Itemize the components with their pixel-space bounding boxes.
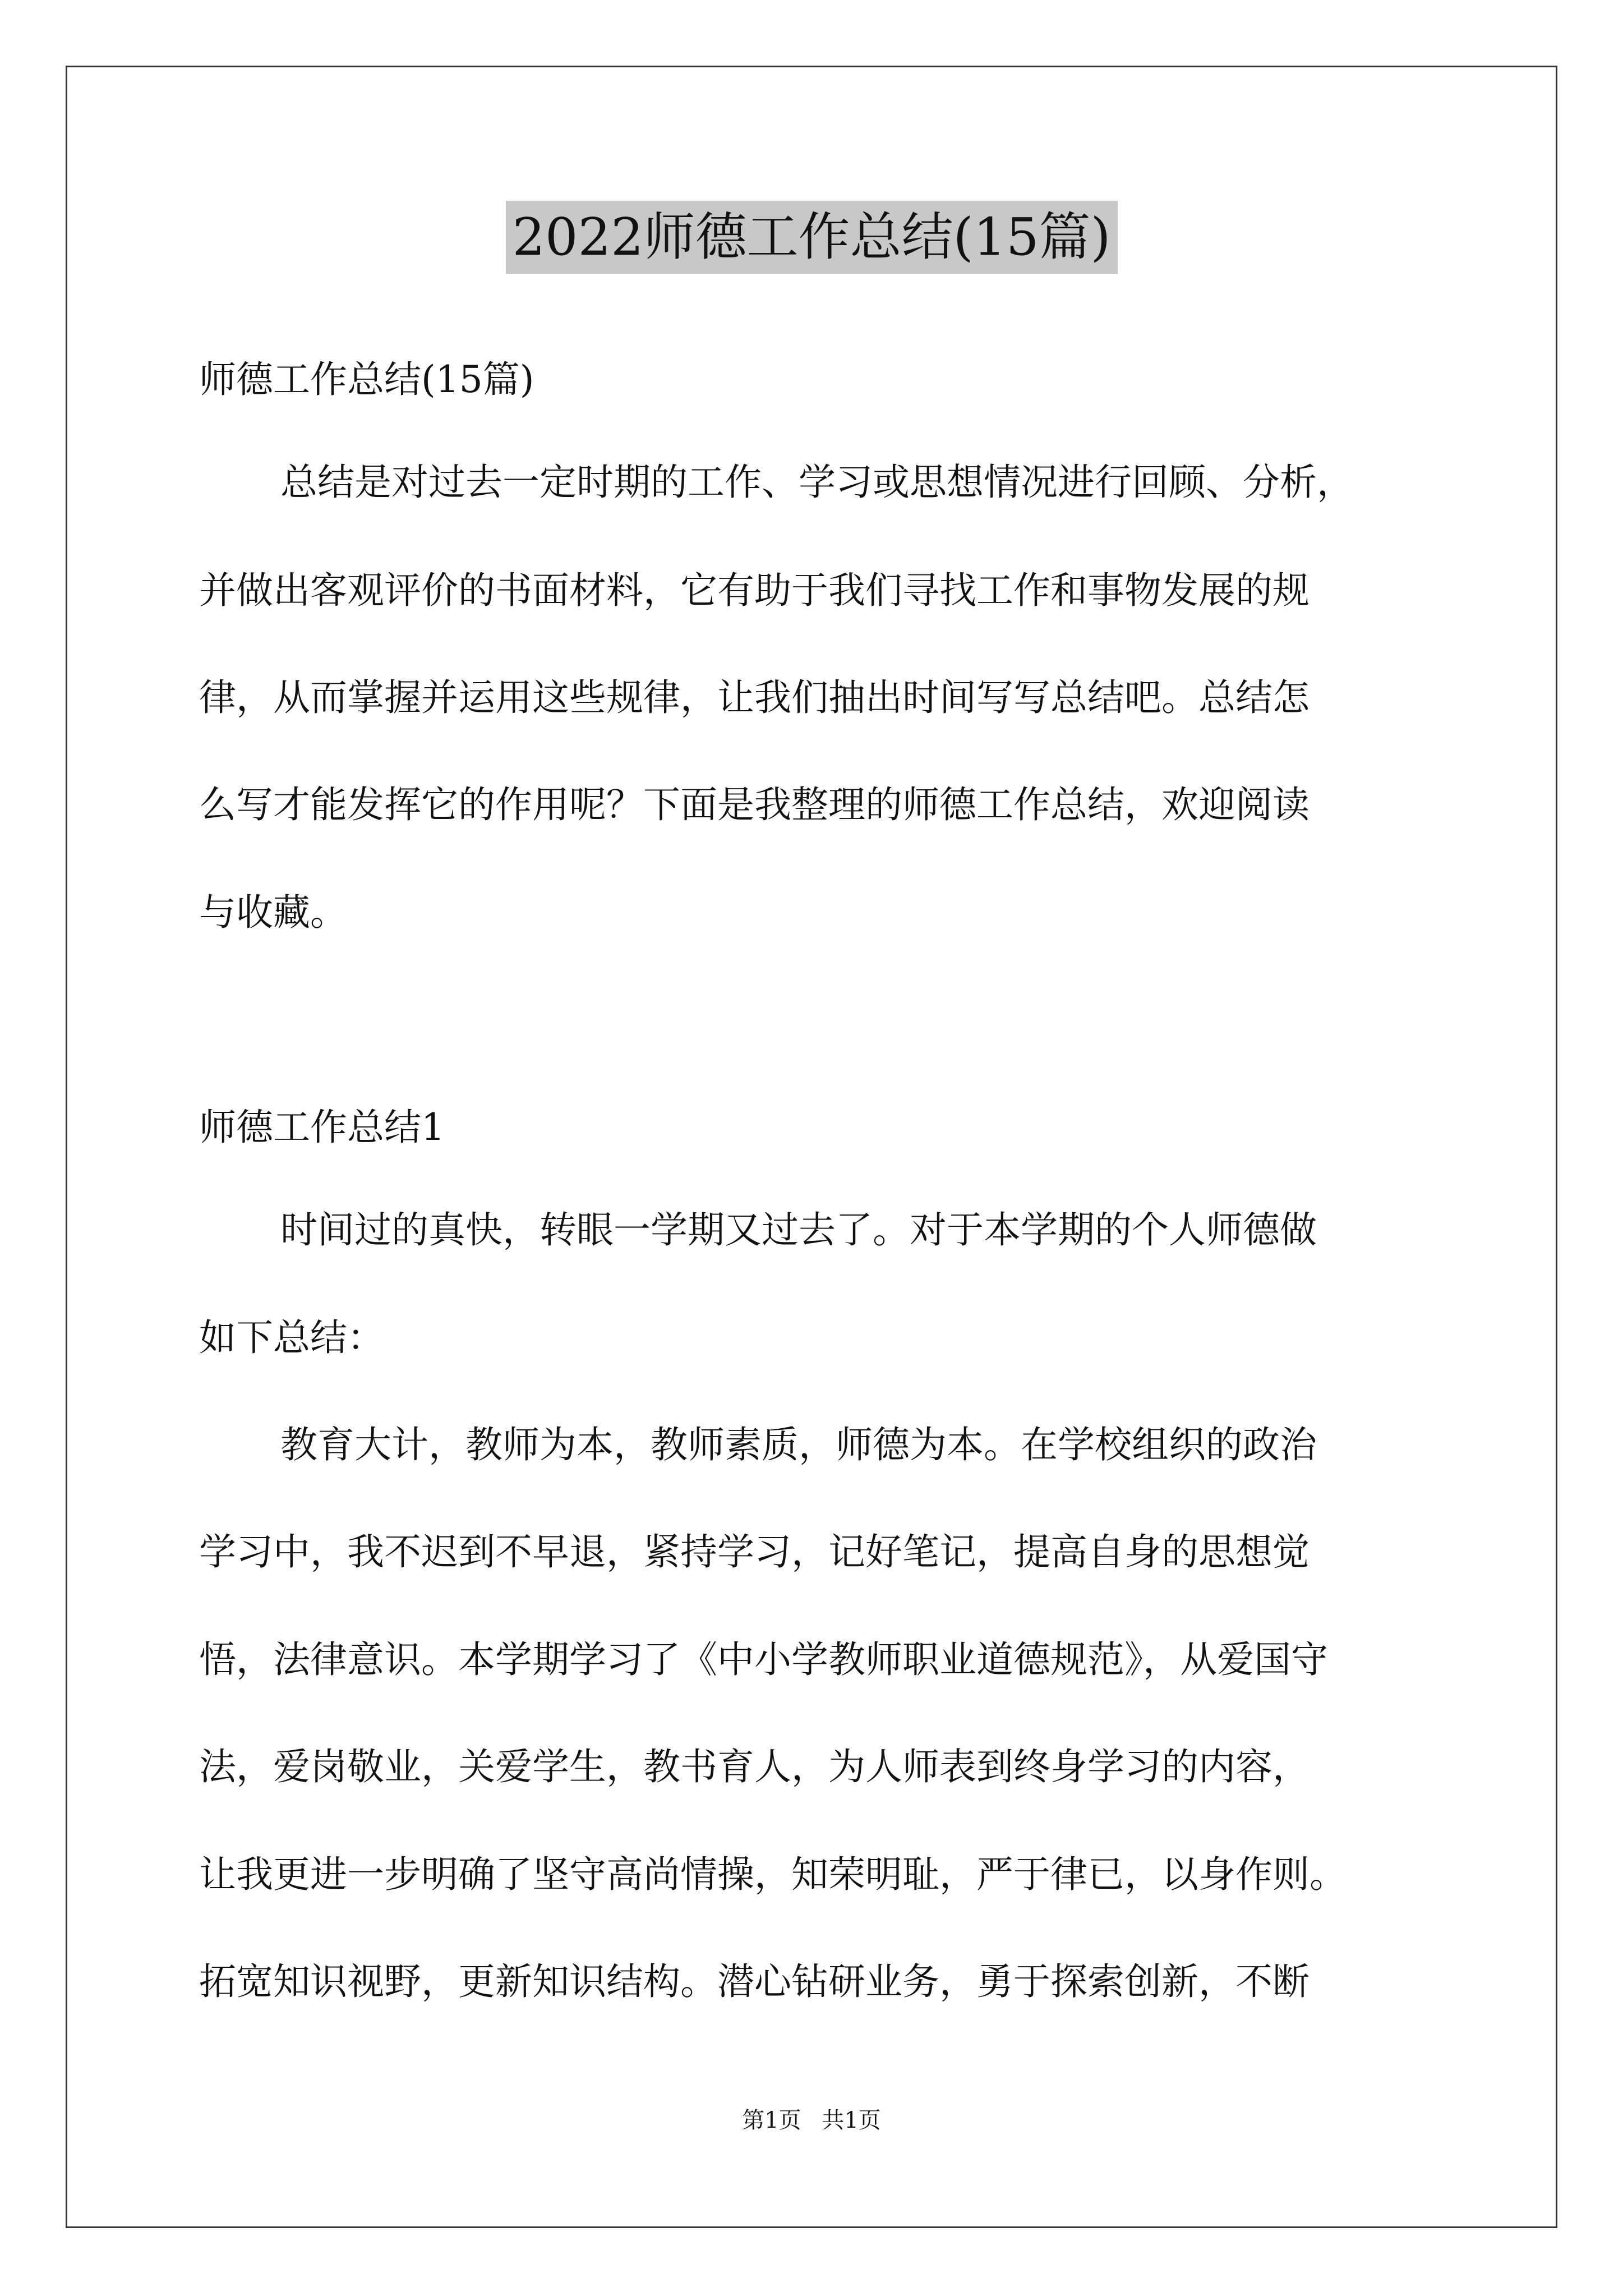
document-subtitle: 师德工作总结(15篇) bbox=[199, 358, 534, 401]
paragraph-line: 学习中，我不迟到不早退，紧持学习，记好笔记，提高自身的思想觉 bbox=[199, 1530, 1310, 1573]
section-heading: 师德工作总结1 bbox=[199, 1106, 445, 1149]
paragraph-line: 么写才能发挥它的作用呢？下面是我整理的师德工作总结，欢迎阅读 bbox=[199, 783, 1310, 826]
paragraph-line: 时间过的真快，转眼一学期又过去了。对于本学期的个人师德做 bbox=[280, 1208, 1317, 1251]
paragraph-line: 总结是对过去一定时期的工作、学习或思想情况进行回顾、分析， bbox=[280, 461, 1354, 504]
paragraph-line: 法，爱岗敬业，关爱学生，教书育人，为人师表到终身学习的内容， bbox=[199, 1745, 1310, 1788]
paragraph-line: 拓宽知识视野，更新知识结构。潜心钻研业务，勇于探索创新，不断 bbox=[199, 1960, 1310, 2003]
document-title bbox=[0, 201, 1623, 274]
paragraph-line: 并做出客观评价的书面材料，它有助于我们寻找工作和事物发展的规 bbox=[199, 569, 1310, 612]
page-total: 共1页 bbox=[822, 2108, 881, 2133]
paragraph-line: 让我更进一步明确了坚守高尚情操，知荣明耻，严于律已，以身作则。 bbox=[199, 1853, 1347, 1896]
paragraph-line: 如下总结： bbox=[199, 1316, 384, 1359]
paragraph-line: 律，从而掌握并运用这些规律，让我们抽出时间写写总结吧。总结怎 bbox=[199, 676, 1310, 719]
paragraph-line: 教育大计，教师为本，教师素质，师德为本。在学校组织的政治 bbox=[280, 1423, 1317, 1466]
page-number: 第1页 bbox=[742, 2108, 801, 2133]
paragraph-line: 与收藏。 bbox=[199, 891, 347, 934]
page-footer bbox=[0, 2104, 1623, 2137]
paragraph-line: 悟，法律意识。本学期学习了《中小学教师职业道德规范》，从爱国守 bbox=[199, 1638, 1328, 1681]
document-title-text: 2022师德工作总结(15篇) bbox=[506, 201, 1118, 274]
